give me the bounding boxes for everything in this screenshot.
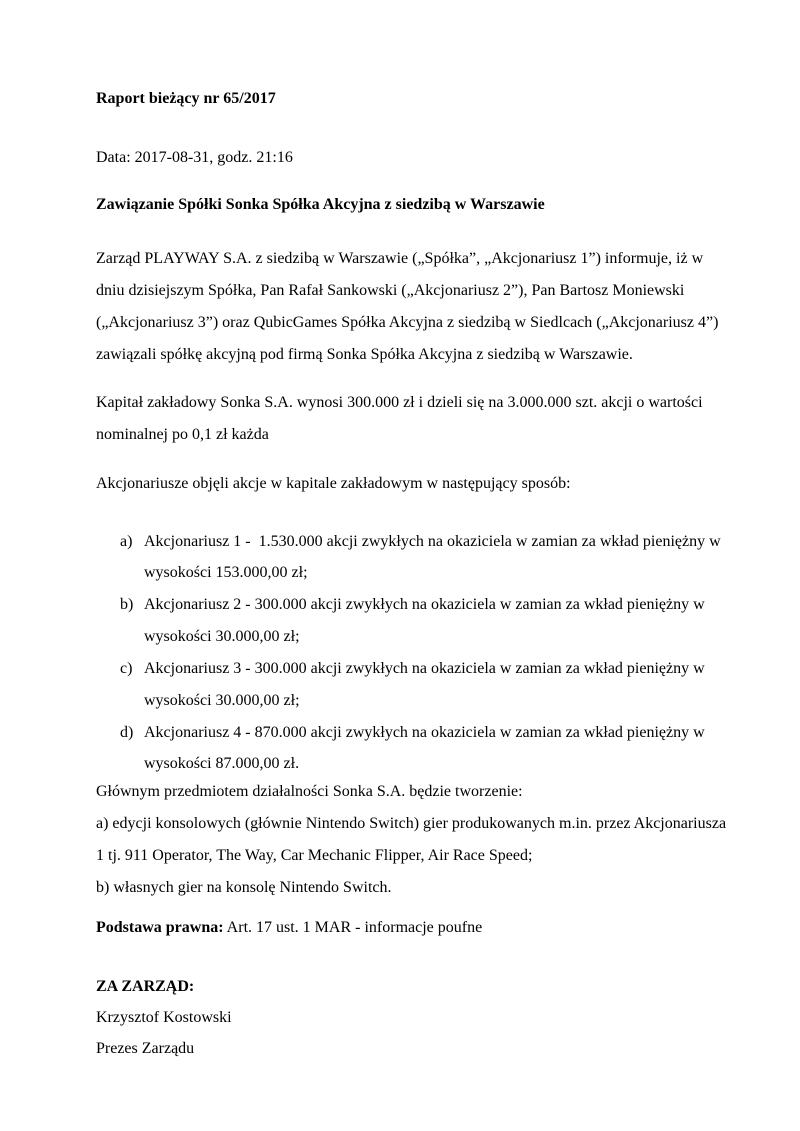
report-date: Data: 2017-08-31, godz. 21:16 (96, 149, 293, 166)
paragraph-line: Głównym przedmiotem działalności Sonka S.A. będzie tworzenie: (96, 783, 523, 800)
paragraph-line: nominalnej po 0,1 zł każda (96, 426, 269, 443)
list-item-line: Akcjonariusz 3 - 300.000 akcji zwykłych na okaziciela w zamian za wkład pieniężny w (144, 660, 705, 677)
list-item-line: wysokości 30.000,00 zł; (144, 628, 300, 645)
signatory-name: Krzysztof Kostowski (96, 1009, 232, 1026)
list-marker: d) (120, 724, 134, 741)
legal-basis-value: Art. 17 ust. 1 MAR - informacje poufne (223, 919, 483, 936)
paragraph-line: („Akcjonariusz 3”) oraz QubicGames Spółka Akcyjna z siedzibą w Siedlcach („Akcjonariusz 4”) (96, 314, 719, 331)
paragraph-line: b) własnych gier na konsolę Nintendo Switch. (96, 879, 392, 896)
list-item-line: Akcjonariusz 4 - 870.000 akcji zwykłych na okaziciela w zamian za wkład pieniężny w (144, 724, 705, 741)
paragraph-line: Zarząd PLAYWAY S.A. z siedzibą w Warszawie („Spółka”, „Akcjonariusz 1”) informuje, iż w (96, 250, 704, 267)
list-item-line: wysokości 153.000,00 zł; (144, 564, 308, 581)
list-marker: a) (120, 533, 133, 550)
list-item-line: wysokości 30.000,00 zł; (144, 692, 300, 709)
paragraph-line: zawiązali spółkę akcyjną pod firmą Sonka Spółka Akcyjna z siedzibą w Warszawie. (96, 346, 633, 363)
paragraph-line: a) edycji konsolowych (głównie Nintendo Switch) gier produkowanych m.in. przez Akcjonariusza (96, 815, 727, 832)
paragraph-line: dniu dzisiejszym Spółka, Pan Rafał Sankowski („Akcjonariusz 2”), Pan Bartosz Moniewski (96, 282, 685, 299)
list-item-line: wysokości 87.000,00 zł. (144, 755, 300, 772)
report-title: Raport bieżący nr 65/2017 (96, 90, 276, 107)
paragraph-line: Kapitał zakładowy Sonka S.A. wynosi 300.000 zł i dzieli się na 3.000.000 szt. akcji o wartości (96, 394, 703, 411)
list-item-line: Akcjonariusz 2 - 300.000 akcji zwykłych na okaziciela w zamian za wkład pieniężny w (144, 596, 705, 613)
list-item-line: Akcjonariusz 1 - 1.530.000 akcji zwykłych na okaziciela w zamian za wkład pieniężny w (144, 533, 721, 550)
list-marker: c) (120, 660, 133, 677)
paragraph-shares-intro: Akcjonariusze objęli akcje w kapitale zakładowym w następujący sposób: (96, 475, 571, 492)
paragraph-line: 1 tj. 911 Operator, The Way, Car Mechanic Flipper, Air Race Speed; (96, 847, 533, 864)
legal-basis-label: Podstawa prawna: (96, 919, 224, 936)
legal-basis (96, 918, 482, 938)
list-marker: b) (120, 596, 134, 613)
signatory-role: Prezes Zarządu (96, 1040, 195, 1057)
report-heading: Zawiązanie Spółki Sonka Spółka Akcyjna z siedzibą w Warszawie (96, 196, 545, 213)
signature-heading: ZA ZARZĄD: (96, 978, 195, 995)
